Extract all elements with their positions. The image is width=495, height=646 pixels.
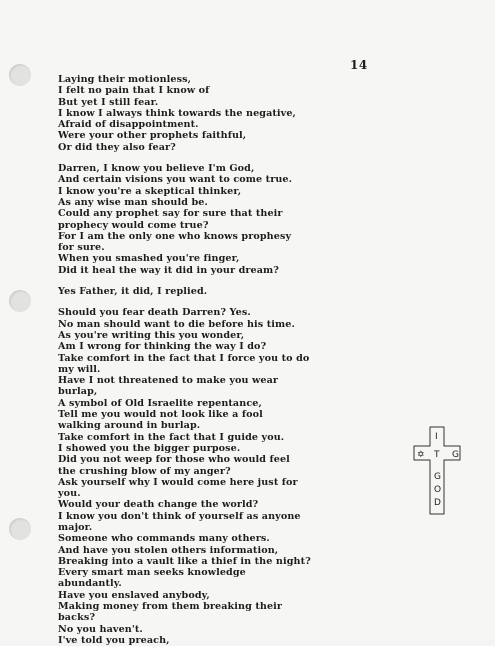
star-of-david-icon: ✡ bbox=[417, 450, 425, 460]
cross-letter-d: D bbox=[434, 498, 441, 508]
binder-hole bbox=[9, 64, 31, 86]
text-line: my will. bbox=[58, 363, 101, 375]
cross-drawing bbox=[408, 424, 468, 520]
text-line: But yet I still fear. bbox=[58, 96, 159, 108]
cross-letter-o: O bbox=[434, 485, 442, 495]
text-line: Could any prophet say for sure that their bbox=[58, 208, 283, 220]
text-line: As any wise man should be. bbox=[58, 196, 208, 208]
text-line: No you haven't. bbox=[58, 623, 143, 635]
text-line: When you smashed you're finger, bbox=[58, 253, 240, 265]
text-line: Were your other prophets faithful, bbox=[58, 130, 247, 142]
cross-letter-top: I bbox=[435, 432, 438, 442]
text-line: Should you fear death Darren? Yes. bbox=[58, 307, 251, 319]
text-line: And certain visions you want to come true. bbox=[58, 174, 293, 186]
text-line: Making money from them breaking their bbox=[58, 601, 283, 613]
text-line: major. bbox=[58, 521, 93, 533]
text-line: Laying their motionless, bbox=[58, 74, 192, 85]
text-line: Breaking into a vault like a thief in the night? bbox=[58, 555, 311, 567]
text-line: backs? bbox=[58, 612, 96, 624]
text-line: I know I always think towards the negative, bbox=[58, 107, 296, 119]
text-line: Afraid of disappointment. bbox=[58, 119, 199, 131]
text-line: I know you're a skeptical thinker, bbox=[58, 185, 242, 197]
text-line: Take comfort in the fact that I force you to do bbox=[58, 352, 310, 364]
text-line: for sure. bbox=[58, 242, 105, 254]
text-line: walking around in burlap. bbox=[58, 420, 201, 432]
text-line: Have you enslaved anybody, bbox=[58, 589, 210, 601]
text-line: Yes Father, it did, I replied. bbox=[58, 286, 208, 298]
text-line: I felt no pain that I know of bbox=[58, 85, 210, 97]
text-line: Tell me you would not look like a fool bbox=[58, 409, 263, 421]
stanza-gap bbox=[58, 153, 458, 163]
cross-letter-center: T bbox=[434, 450, 440, 460]
text-line: you. bbox=[58, 488, 81, 500]
page-number: 14 bbox=[350, 58, 368, 72]
text-line: Or did they also fear? bbox=[58, 141, 176, 153]
text-line: No man should want to die before his time. bbox=[58, 318, 295, 330]
binder-hole bbox=[9, 518, 31, 540]
text-line: As you're writing this you wonder, bbox=[58, 329, 245, 341]
text-line: A symbol of Old Israelite repentance, bbox=[58, 397, 262, 409]
cross-letter-g: G bbox=[434, 472, 441, 482]
binder-hole bbox=[9, 290, 31, 312]
text-line: And have you stolen others information, bbox=[58, 544, 279, 556]
text-line: Did it heal the way it did in your dream? bbox=[58, 264, 280, 276]
text-line: I know you don't think of yourself as anyone bbox=[58, 510, 301, 522]
text-line: Would your death change the world? bbox=[58, 499, 259, 511]
text-line: I showed you the bigger purpose. bbox=[58, 442, 241, 454]
cross-letter-right: G bbox=[452, 450, 459, 460]
text-line: Take comfort in the fact that I guide you. bbox=[58, 431, 285, 443]
cross-drawing-svg bbox=[408, 424, 468, 520]
poem-body bbox=[58, 74, 458, 646]
stanza-gap bbox=[58, 297, 458, 307]
stanza-gap bbox=[58, 276, 458, 286]
text-line: Did you not weep for those who would feel bbox=[58, 454, 290, 466]
text-line: Someone who commands many others. bbox=[58, 533, 270, 545]
text-line: Darren, I know you believe I'm God, bbox=[58, 163, 255, 175]
text-line: Am I wrong for thinking the way I do? bbox=[58, 341, 267, 353]
text-line: burlap, bbox=[58, 386, 98, 398]
text-line: Ask yourself why I would come here just for bbox=[58, 476, 298, 488]
text-line: Every smart man seeks knowledge bbox=[58, 567, 246, 579]
text-line: abundantly. bbox=[58, 578, 122, 590]
text-line: prophecy would come true? bbox=[58, 219, 209, 231]
text-line: I've told you preach, bbox=[58, 634, 170, 646]
text-line: For I am the only one who knows prophesy bbox=[58, 230, 292, 242]
text-line: Have I not threatened to make you wear bbox=[58, 375, 279, 387]
text-line: the crushing blow of my anger? bbox=[58, 465, 231, 477]
